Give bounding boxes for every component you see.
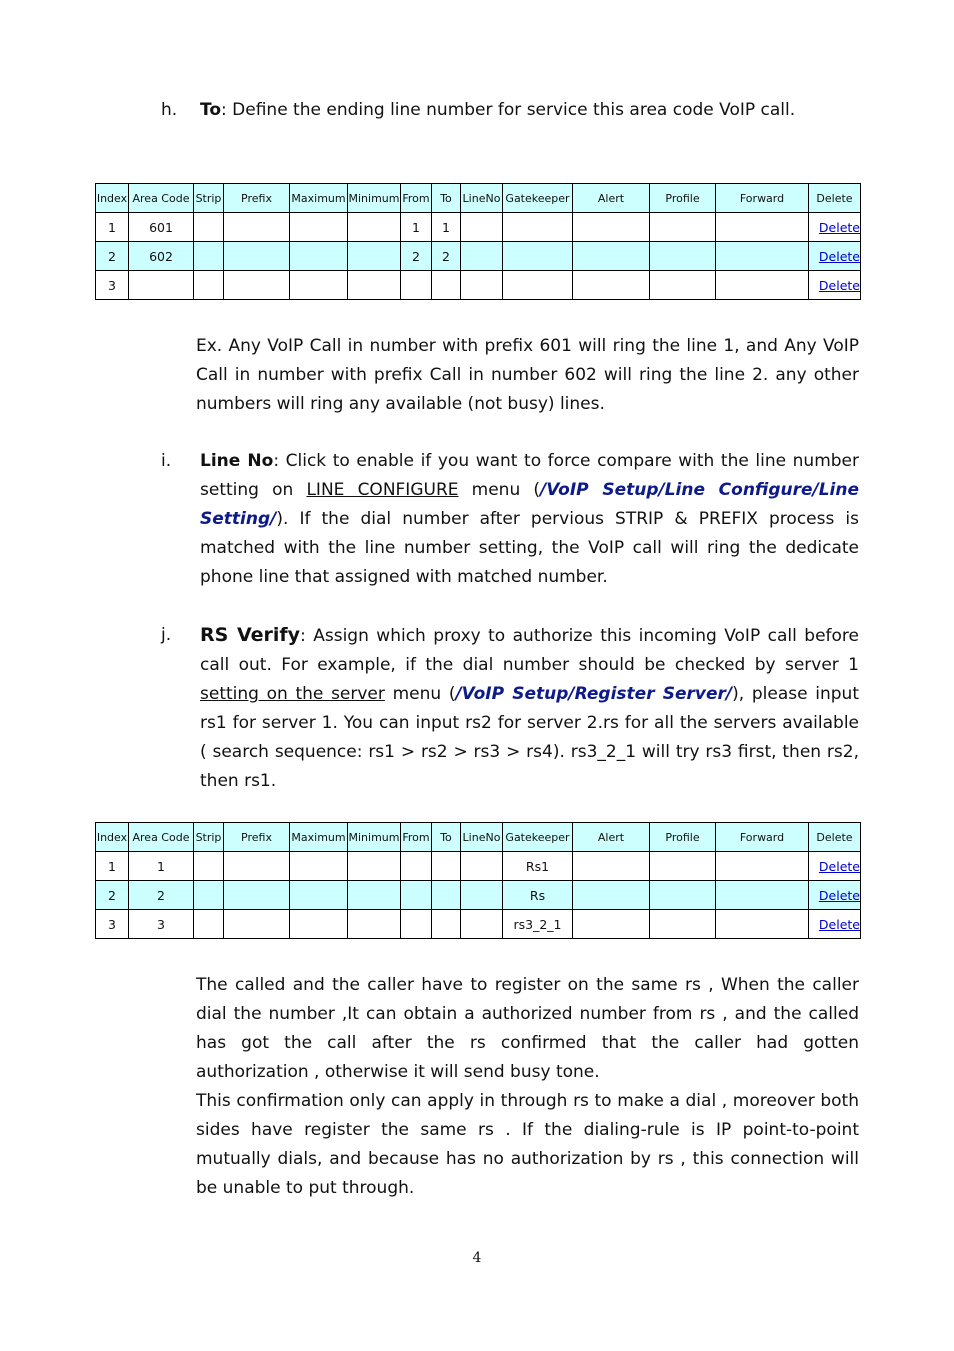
table-row <box>96 910 861 939</box>
line-configure-link[interactable]: LINE CONFIGURE <box>306 480 459 500</box>
col-maximum: Maximum <box>290 823 348 852</box>
delete-link[interactable]: Delete <box>818 887 860 903</box>
col-delete: Delete <box>809 823 861 852</box>
example-paragraph <box>196 332 859 419</box>
cell-strip <box>194 881 224 910</box>
cell-prefix <box>224 242 290 271</box>
cell-delete <box>809 242 861 271</box>
area-code-table-1 <box>95 183 861 300</box>
cell-area-code <box>129 271 194 300</box>
cell-lineno <box>461 910 503 939</box>
cell-index: 2 <box>96 242 129 271</box>
cell-forward <box>716 910 809 939</box>
col-from: From <box>401 823 432 852</box>
col-strip: Strip <box>194 823 224 852</box>
delete-link[interactable]: Delete <box>818 858 860 874</box>
item-j-text1: : Assign which proxy to authorize this incoming VoIP call before call out. For example, if the dial number should be checked by server 1 <box>200 626 860 675</box>
cell-gatekeeper <box>503 213 573 242</box>
cell-minimum <box>348 881 401 910</box>
item-i-menu-path: /VoIP Setup/Line Configure/Line Setting/ <box>200 480 860 529</box>
cell-maximum <box>290 881 348 910</box>
cell-lineno <box>461 242 503 271</box>
cell-profile <box>650 910 716 939</box>
col-maximum: Maximum <box>290 184 348 213</box>
table-header-row <box>96 823 861 852</box>
item-j-text2: menu ( <box>384 684 456 704</box>
cell-strip <box>194 271 224 300</box>
cell-lineno <box>461 881 503 910</box>
cell-forward <box>716 242 809 271</box>
page-number: 4 <box>472 1250 482 1266</box>
cell-alert <box>573 271 650 300</box>
cell-from <box>401 881 432 910</box>
col-profile: Profile <box>650 823 716 852</box>
cell-gatekeeper <box>503 242 573 271</box>
cell-delete <box>809 271 861 300</box>
item-i-text2: menu ( <box>458 480 541 500</box>
col-minimum: Minimum <box>348 184 401 213</box>
cell-delete <box>809 852 861 881</box>
cell-gatekeeper: Rs1 <box>503 852 573 881</box>
cell-from: 2 <box>401 242 432 271</box>
cell-strip <box>194 852 224 881</box>
setting-on-server-link[interactable]: setting on the server <box>200 684 385 704</box>
cell-delete <box>809 213 861 242</box>
cell-index: 2 <box>96 881 129 910</box>
col-index: Index <box>96 184 129 213</box>
cell-from <box>401 910 432 939</box>
item-j-menu-path: /VoIP Setup/Register Server/ <box>455 684 733 704</box>
cell-forward <box>716 852 809 881</box>
table-row <box>96 852 861 881</box>
cell-to <box>432 271 461 300</box>
cell-lineno <box>461 271 503 300</box>
cell-prefix <box>224 910 290 939</box>
cell-profile <box>650 852 716 881</box>
cell-alert <box>573 242 650 271</box>
table-row <box>96 271 861 300</box>
table-row <box>96 242 861 271</box>
cell-area-code: 601 <box>129 213 194 242</box>
cell-alert <box>573 910 650 939</box>
delete-link[interactable]: Delete <box>818 916 860 932</box>
example-text: Ex. Any VoIP Call in number with prefix 601 will ring the line 1, and Any VoIP Call in number with prefix Call in number 602 will ring the line 2. any other numbers will ring any available (not busy) lines. <box>196 336 859 414</box>
col-area-code: Area Code <box>129 823 194 852</box>
delete-link[interactable]: Delete <box>818 248 860 264</box>
cell-prefix <box>224 852 290 881</box>
item-h-term: To <box>200 100 222 120</box>
closing-paragraph-2: This confirmation only can apply in through rs to make a dial , moreover both sides have register the same rs . If the dialing-rule is IP point-to-point mutually dials, and because has no authorization by rs , this connection will be unable to put through. <box>196 1091 859 1198</box>
cell-strip <box>194 213 224 242</box>
cell-from: 1 <box>401 213 432 242</box>
cell-area-code: 602 <box>129 242 194 271</box>
col-lineno: LineNo <box>461 823 503 852</box>
delete-link[interactable]: Delete <box>818 219 860 235</box>
cell-alert <box>573 881 650 910</box>
item-h-text: : Define the ending line number for service this area code VoIP call. <box>221 100 796 120</box>
cell-delete <box>809 881 861 910</box>
col-alert: Alert <box>573 184 650 213</box>
cell-alert <box>573 213 650 242</box>
cell-forward <box>716 271 809 300</box>
cell-area-code: 2 <box>129 881 194 910</box>
closing-paragraph-1: The called and the caller have to register on the same rs , When the caller dial the number ,It can obtain a authorized number from rs , and the called has got the call after the rs confirmed that the caller had gotten authorization , otherwise it will send busy tone. <box>196 975 859 1082</box>
col-to: To <box>432 823 461 852</box>
col-alert: Alert <box>573 823 650 852</box>
cell-to: 2 <box>432 242 461 271</box>
cell-minimum <box>348 271 401 300</box>
cell-forward <box>716 881 809 910</box>
cell-strip <box>194 242 224 271</box>
col-forward: Forward <box>716 823 809 852</box>
col-delete: Delete <box>809 184 861 213</box>
cell-index: 3 <box>96 271 129 300</box>
table-row <box>96 213 861 242</box>
cell-to <box>432 881 461 910</box>
col-profile: Profile <box>650 184 716 213</box>
cell-minimum <box>348 242 401 271</box>
cell-index: 1 <box>96 213 129 242</box>
cell-gatekeeper: Rs <box>503 881 573 910</box>
item-j-letter: j. <box>161 625 172 645</box>
cell-profile <box>650 881 716 910</box>
item-i-letter: i. <box>161 451 172 471</box>
area-code-table-2 <box>95 822 861 939</box>
delete-link[interactable]: Delete <box>818 277 860 293</box>
item-j-body <box>200 621 859 796</box>
cell-lineno <box>461 852 503 881</box>
cell-index: 1 <box>96 852 129 881</box>
cell-minimum <box>348 910 401 939</box>
cell-forward <box>716 213 809 242</box>
cell-strip <box>194 910 224 939</box>
col-minimum: Minimum <box>348 823 401 852</box>
cell-gatekeeper: rs3_2_1 <box>503 910 573 939</box>
item-h <box>161 98 795 122</box>
col-forward: Forward <box>716 184 809 213</box>
col-area-code: Area Code <box>129 184 194 213</box>
item-i <box>161 447 859 592</box>
cell-maximum <box>290 271 348 300</box>
cell-from <box>401 271 432 300</box>
cell-maximum <box>290 852 348 881</box>
cell-to <box>432 852 461 881</box>
col-to: To <box>432 184 461 213</box>
item-j <box>161 621 859 796</box>
cell-to: 1 <box>432 213 461 242</box>
item-i-text1: : Click to enable if you want to force compare with the line number setting on <box>200 451 860 500</box>
item-j-term: RS Verify <box>200 624 301 646</box>
cell-profile <box>650 213 716 242</box>
cell-delete <box>809 910 861 939</box>
cell-prefix <box>224 213 290 242</box>
cell-from <box>401 852 432 881</box>
cell-maximum <box>290 910 348 939</box>
cell-gatekeeper <box>503 271 573 300</box>
col-prefix: Prefix <box>224 823 290 852</box>
col-strip: Strip <box>194 184 224 213</box>
col-prefix: Prefix <box>224 184 290 213</box>
col-gatekeeper: Gatekeeper <box>503 184 573 213</box>
item-i-body <box>200 447 859 592</box>
col-from: From <box>401 184 432 213</box>
item-j-text3: ), please input rs1 for server 1. You can input rs2 for server 2.rs for all the servers available ( search sequence: rs1 > rs2 > rs3 > rs4). rs3_2_1 will try rs3 first, then rs2, then rs1. <box>200 684 859 791</box>
cell-profile <box>650 271 716 300</box>
cell-maximum <box>290 242 348 271</box>
cell-minimum <box>348 213 401 242</box>
cell-to <box>432 910 461 939</box>
item-h-letter: h. <box>161 100 178 120</box>
col-lineno: LineNo <box>461 184 503 213</box>
cell-minimum <box>348 852 401 881</box>
cell-area-code: 3 <box>129 910 194 939</box>
cell-area-code: 1 <box>129 852 194 881</box>
item-i-term: Line No <box>200 451 274 471</box>
table-header-row <box>96 184 861 213</box>
table-row <box>96 881 861 910</box>
cell-prefix <box>224 271 290 300</box>
cell-prefix <box>224 881 290 910</box>
cell-index: 3 <box>96 910 129 939</box>
cell-lineno <box>461 213 503 242</box>
col-gatekeeper: Gatekeeper <box>503 823 573 852</box>
cell-profile <box>650 242 716 271</box>
item-i-text3: ). If the dial number after pervious STRIP & PREFIX process is matched with the line number setting, the VoIP call will ring the dedicate phone line that assigned with matched number. <box>200 509 859 587</box>
closing-paragraphs <box>196 971 859 1203</box>
col-index: Index <box>96 823 129 852</box>
cell-alert <box>573 852 650 881</box>
cell-maximum <box>290 213 348 242</box>
